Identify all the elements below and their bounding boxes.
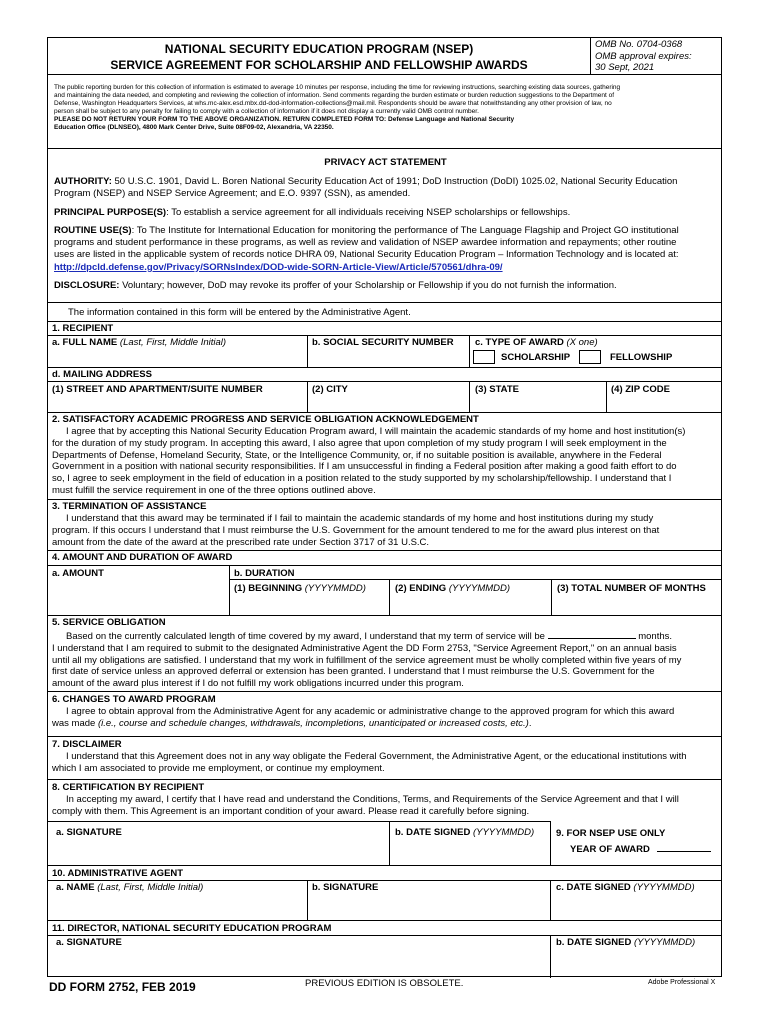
privacy-authority: AUTHORITY: 50 U.S.C. 1901, David L. Boren National Security Education Act of 1991; DoD Instruction (DoDI) 1025.02, National Security Education Program (NSEP) and NSEP Service Agreement; and E.O. 9397 (SSN), as amended.: [54, 176, 678, 200]
director-signature-field[interactable]: a. SIGNATURE: [56, 937, 122, 948]
section3-heading: 3. TERMINATION OF ASSISTANCE: [52, 501, 207, 512]
section5-heading: 5. SERVICE OBLIGATION: [52, 617, 166, 628]
begin-date-field[interactable]: (1) BEGINNING (YYYYMMDD): [234, 583, 366, 594]
section8-text: In accepting my award, I certify that I have read and understand the Conditions, Terms, and Requirements of the Service Agreement and that I will comply with them. This Agreement is an important condition of your award. Please read it carefully before signing.: [52, 794, 679, 817]
recipient-heading: 1. RECIPIENT: [52, 323, 114, 334]
form-title-line2: SERVICE AGREEMENT FOR SCHOLARSHIP AND FELLOWSHIP AWARDS: [110, 58, 528, 72]
service-months-input[interactable]: [548, 629, 636, 639]
amount-field[interactable]: a. AMOUNT: [52, 568, 104, 579]
section7-text: I understand that this Agreement does not in any way obligate the Federal Government, the Administrative Agent, or the educational institutions with which I am associated to provide me employment, or continue my employment.: [52, 751, 687, 774]
full-name-field[interactable]: a. FULL NAME (Last, First, Middle Initial): [52, 337, 227, 348]
software-note: Adobe Professional X: [648, 979, 716, 986]
privacy-disclosure: DISCLOSURE: Voluntary; however, DoD may revoke its proffer of your Scholarship or Fellowship if you do not furnish the information.: [54, 280, 617, 291]
privacy-purpose: PRINCIPAL PURPOSE(S): To establish a service agreement for all individuals receiving NSEP scholarships or fellowships.: [54, 207, 571, 218]
section4-heading: 4. AMOUNT AND DURATION OF AWARD: [52, 552, 233, 563]
award-type-label: c. TYPE OF AWARD (X one): [475, 337, 598, 348]
service-agreement-form: [47, 37, 722, 977]
duration-label: b. DURATION: [234, 568, 295, 579]
recipient-date-field[interactable]: b. DATE SIGNED (YYYYMMDD): [395, 827, 535, 838]
year-of-award-field[interactable]: YEAR OF AWARD: [570, 842, 711, 855]
section7-heading: 7. DISCLAIMER: [52, 739, 122, 750]
omb-expires-label: OMB approval expires:: [595, 51, 692, 62]
form-id: DD FORM 2752, FEB 2019: [49, 980, 196, 994]
zip-field[interactable]: (4) ZIP CODE: [611, 384, 670, 395]
scholarship-checkbox[interactable]: [473, 350, 495, 364]
fellowship-label: FELLOWSHIP: [610, 352, 673, 363]
obsolete-note: PREVIOUS EDITION IS OBSOLETE.: [305, 978, 464, 989]
scholarship-label: SCHOLARSHIP: [501, 352, 571, 363]
city-field[interactable]: (2) CITY: [312, 384, 348, 395]
fellowship-checkbox[interactable]: [579, 350, 601, 364]
director-date-field[interactable]: b. DATE SIGNED (YYYYMMDD): [556, 937, 696, 948]
form-title-line1: NATIONAL SECURITY EDUCATION PROGRAM (NSEP): [164, 42, 474, 56]
ssn-field[interactable]: b. SOCIAL SECURITY NUMBER: [312, 337, 454, 348]
section2-heading: 2. SATISFACTORY ACADEMIC PROGRESS AND SERVICE OBLIGATION ACKNOWLEDGEMENT: [52, 414, 479, 425]
omb-number: OMB No. 0704-0368: [595, 39, 683, 50]
info-note: The information contained in this form will be entered by the Administrative Agent.: [68, 307, 411, 318]
section10-heading: 10. ADMINISTRATIVE AGENT: [52, 868, 184, 879]
agent-date-field[interactable]: c. DATE SIGNED (YYYYMMDD): [556, 882, 695, 893]
agent-name-field[interactable]: a. NAME (Last, First, Middle Initial): [56, 882, 204, 893]
mailing-address-label: d. MAILING ADDRESS: [52, 369, 152, 380]
section2-text: I agree that by accepting this National Security Education Program award, I will maintain the academic standards of my home and host institution(s) for the duration of my study program. In accepting this award, I also agree that upon completion of my study program I will seek employment in the Departments of Defense, Homeland Security, State, or the Intelligence Community, or, if no suitable position is available, anywhere in the Federal Government in a position with national security responsibilities. If I am unsuccessful in finding a Federal position after making a good faith effort to do so, I agree to seek employment in the field of education in a position related to the study supported by my scholarship/fellowship. I understand that I must fulfill the service requirement in one of the three options outlined above.: [52, 426, 686, 496]
section5-text: Based on the currently calculated length of time covered by my award, I understand that my term of service will be months. I understand that I am required to submit to the designated Administrative Agent the DD Form 2753, "Service Agreement Report," on an annual basis until all my obligations are satisfied. I understand that my work in fulfillment of the service agreement must be wholly completed within five years of my first date of service unless an approved deferral or extension has been granted. I understand that I must reimburse the U.S. Government for the amount of the award plus interest if I do not fulfill my work obligations incurred under this program.: [52, 631, 682, 690]
section11-heading: 11. DIRECTOR, NATIONAL SECURITY EDUCATION PROGRAM: [52, 923, 332, 934]
total-months-field[interactable]: (3) TOTAL NUMBER OF MONTHS: [557, 583, 706, 594]
end-date-field[interactable]: (2) ENDING (YYYYMMDD): [395, 583, 511, 594]
nsep-use-only-label: 9. FOR NSEP USE ONLY: [556, 828, 666, 839]
street-field[interactable]: (1) STREET AND APARTMENT/SUITE NUMBER: [52, 384, 263, 395]
section8-heading: 8. CERTIFICATION BY RECIPIENT: [52, 782, 205, 793]
section6-text: I agree to obtain approval from the Administrative Agent for any academic or administrative change to the approved program for which this award was made (i.e., course and schedule changes, withdrawals, incompletions, unanticipated or increased costs, etc.).: [52, 706, 675, 729]
omb-expires-date: 30 Sept, 2021: [595, 62, 655, 73]
burden-statement: The public reporting burden for this collection of information is estimated to average 10 minutes per response, including the time for reviewing instructions, searching existing data sources, gathering and maintaining the data needed, and completing and reviewing the collection of information. Send comments regarding the burden estimate or burden reduction suggestions to the Department of Defense, Washington Headquarters Services, at whs.mc-alex.esd.mbx.dd-dod-information-collections@mail.mil. Respondents should be aware that notwithstanding any other provision of law, no person shall be subject to any penalty for failing to comply with a collection of information if it does not display a currently valid OMB control number. PLEASE DO NOT RETURN YOUR FORM TO THE ABOVE ORGANIZATION. RETURN COMPLETED FORM TO: Defense Language and National Security Education Office (DLNSEO), 4800 Mark Center Drive, Suite 08F09-02, Alexandria, VA 22350.: [54, 84, 621, 131]
section6-heading: 6. CHANGES TO AWARD PROGRAM: [52, 694, 216, 705]
state-field[interactable]: (3) STATE: [475, 384, 519, 395]
recipient-signature-field[interactable]: a. SIGNATURE: [56, 827, 122, 838]
privacy-heading: PRIVACY ACT STATEMENT: [324, 157, 447, 168]
section3-text: I understand that this award may be terminated if I fail to maintain the academic standards of my home and host institutions during my study program. If this occurs I understand that I must reimburse the U.S. Government for the amount tendered to me for the award plus interest on that amount from the date of the award at the prescribed rate under Section 3717 of 31 U.S.C.: [52, 513, 660, 548]
agent-signature-field[interactable]: b. SIGNATURE: [312, 882, 379, 893]
privacy-routine-use: ROUTINE USE(S): To The Institute for International Education for monitoring the performance of The Language Flagship and Project GO institutional programs and student performance in these programs, as well as review and validation of NSEP awardee information and repayments; other routine uses are listed in the applicable system of records notice DHRA 09, National Security Education Program – Information Technology and is located at: http://dpcld.defense.gov/Privacy/SORNsIndex/DOD-wide-SORN-Article-View/Article/570561/dhra-09/: [54, 225, 719, 274]
sorn-link[interactable]: http://dpcld.defense.gov/Privacy/SORNsIndex/DOD-wide-SORN-Article-View/Article/570561/dhra-09/: [54, 261, 503, 273]
